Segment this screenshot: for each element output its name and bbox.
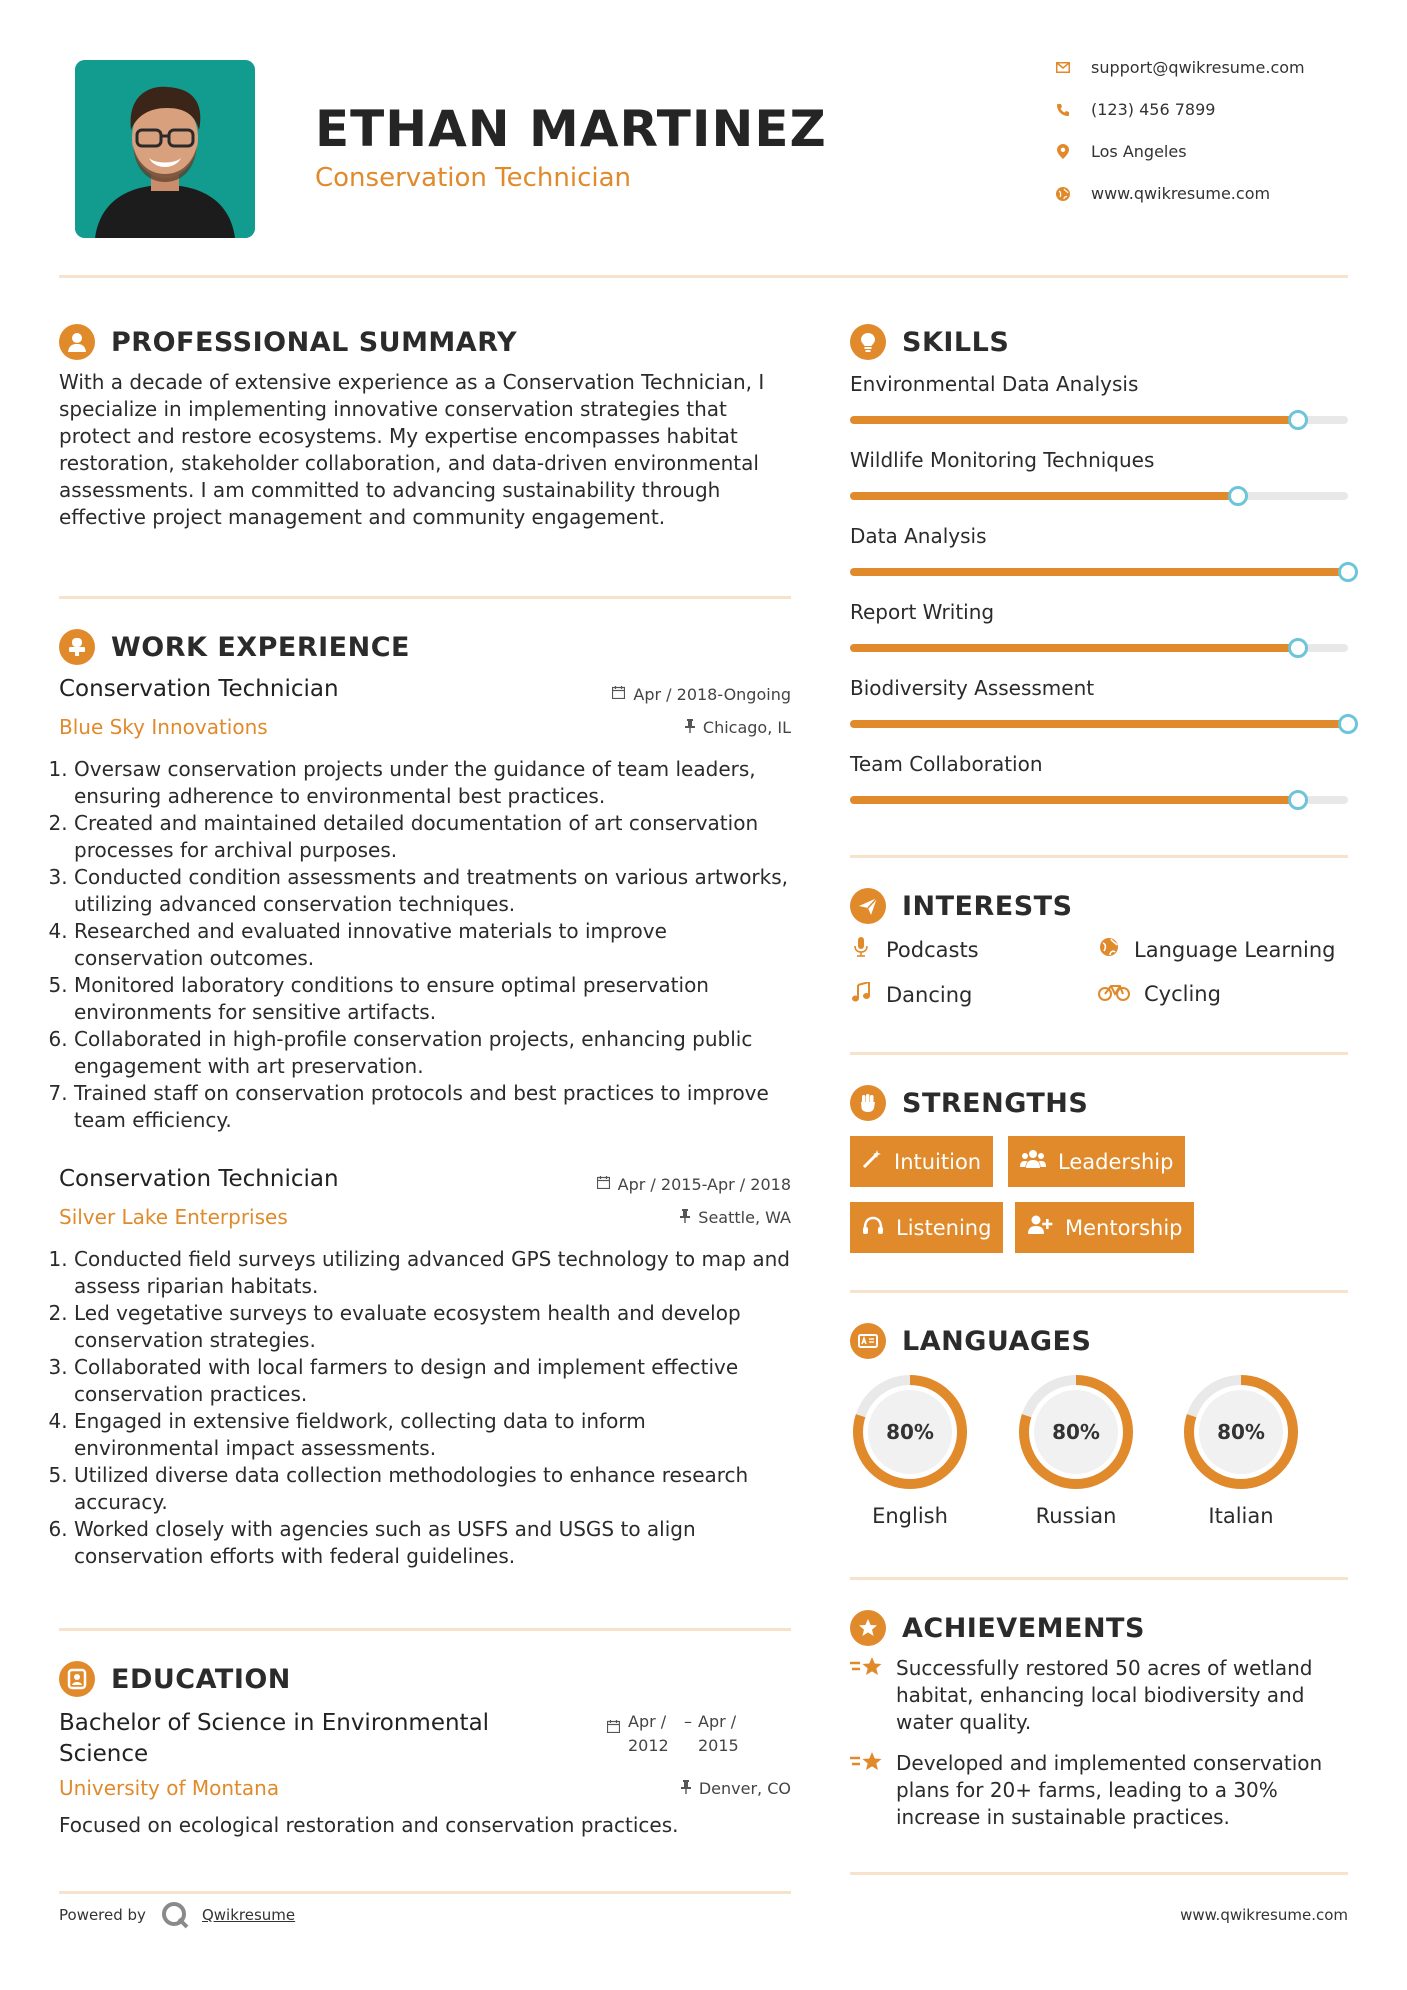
calendar-icon <box>612 686 625 703</box>
job-2-date: Apr / 2015-Apr / 2018 <box>500 1175 791 1194</box>
education-title: EDUCATION <box>111 1663 291 1695</box>
globe-icon <box>1055 186 1071 202</box>
contact-email[interactable] <box>1055 58 1395 77</box>
skill-label: Team Collaboration <box>850 752 1043 776</box>
strength-tag-listening: Listening <box>850 1202 1003 1253</box>
languages-heading <box>850 1323 1091 1359</box>
education-note: Focused on ecological restoration and conservation practices. <box>59 1813 679 1837</box>
pushpin-icon <box>681 1780 691 1798</box>
phone-text: (123) 456 7899 <box>1091 100 1216 119</box>
brand-link[interactable]: Qwikresume <box>201 1906 296 1924</box>
headphones-icon <box>862 1215 884 1240</box>
interest-language-learning: Language Learning <box>1098 937 1335 962</box>
contact-phone[interactable] <box>1055 100 1395 119</box>
user-plus-icon <box>1027 1215 1053 1240</box>
list-item: 6. Worked closely with agencies such as USFS and USGS to align conservation efforts with federal guidelines. <box>74 1516 791 1570</box>
skill-bar <box>850 416 1348 424</box>
fist-icon <box>850 1085 886 1121</box>
job-2-bullets <box>56 1246 791 1570</box>
skill-level-knob <box>1228 486 1248 506</box>
skill-bar-fill <box>850 796 1298 804</box>
qwikresume-logo-icon <box>160 1900 190 1930</box>
list-item: 2. Created and maintained detailed documentation of art conservation processes for archival purposes. <box>74 810 791 864</box>
strengths-heading <box>850 1085 1088 1121</box>
list-item: 2. Led vegetative surveys to evaluate ecosystem health and develop conservation strategies. <box>74 1300 791 1354</box>
skills-divider <box>850 855 1348 858</box>
pushpin-icon <box>685 719 695 737</box>
education-degree: Bachelor of Science in Environmental Science <box>59 1710 490 1767</box>
calendar-icon <box>597 1176 610 1193</box>
user-icon <box>59 324 95 360</box>
microphone-icon <box>850 937 872 962</box>
skill-label: Wildlife Monitoring Techniques <box>850 448 1155 472</box>
strengths-title: STRENGTHS <box>902 1087 1089 1119</box>
achievement-item-2: Developed and implemented conservation plans for 20+ farms, leading to a 30% increase in sustainable practices. <box>850 1750 1348 1831</box>
job-1-title: Conservation Technician <box>59 676 339 702</box>
magic-wand-icon <box>862 1149 882 1174</box>
interests-heading <box>850 888 1073 924</box>
language-percent: 80% <box>886 1420 934 1444</box>
globe-icon <box>1098 937 1120 962</box>
list-item: 5. Monitored laboratory conditions to ensure optimal preservation environments for sensitive artifacts. <box>74 972 791 1026</box>
email-text: support@qwikresume.com <box>1091 58 1305 77</box>
skill-label: Biodiversity Assessment <box>850 676 1095 700</box>
language-label: Italian <box>1208 1504 1274 1528</box>
users-icon <box>1020 1149 1046 1174</box>
list-item: 7. Trained staff on conservation protocols and best practices to improve team efficiency. <box>74 1080 791 1134</box>
lightbulb-icon <box>850 324 886 360</box>
language-label: Russian <box>1035 1504 1117 1528</box>
contact-website[interactable] <box>1055 184 1395 203</box>
briefcase-icon <box>59 629 95 665</box>
footer-powered <box>59 1900 295 1930</box>
map-pin-icon <box>1055 144 1071 160</box>
location-text: Los Angeles <box>1091 142 1187 161</box>
job-1-company: Blue Sky Innovations <box>59 715 268 739</box>
list-item: 3. Conducted condition assessments and treatments on various artworks, utilizing advanced conservation techniques. <box>74 864 791 918</box>
pushpin-icon <box>680 1209 690 1227</box>
job-1-location: Chicago, IL <box>500 718 791 737</box>
education-heading <box>59 1661 291 1697</box>
list-item: 5. Utilized diverse data collection methodologies to enhance research accuracy. <box>74 1462 791 1516</box>
language-percent: 80% <box>1217 1420 1265 1444</box>
skill-bar <box>850 644 1348 652</box>
achievements-divider <box>850 1872 1348 1875</box>
summary-title: PROFESSIONAL SUMMARY <box>111 326 518 358</box>
header-divider <box>59 275 1348 278</box>
language-card-icon <box>850 1323 886 1359</box>
list-item: 4. Researched and evaluated innovative materials to improve conservation outcomes. <box>74 918 791 972</box>
interest-cycling: Cycling <box>1098 982 1221 1006</box>
skill-bar <box>850 492 1348 500</box>
skill-bar-fill <box>850 720 1348 728</box>
summary-divider <box>59 596 791 599</box>
language-ring <box>1016 1372 1136 1492</box>
interest-podcasts: Podcasts <box>850 937 979 962</box>
skill-label: Environmental Data Analysis <box>850 372 1139 396</box>
language-label: English <box>872 1504 948 1528</box>
skill-bar-fill <box>850 492 1238 500</box>
skill-level-knob <box>1288 410 1308 430</box>
skill-level-knob <box>1338 714 1358 734</box>
strengths-divider <box>850 1290 1348 1293</box>
skills-heading <box>850 324 1009 360</box>
candidate-name: ETHAN MARTINEZ <box>315 100 827 158</box>
list-item: 1. Oversaw conservation projects under the guidance of team leaders, ensuring adherence to environmental best practices. <box>74 756 791 810</box>
job-2-location: Seattle, WA <box>500 1208 791 1227</box>
interests-divider <box>850 1052 1348 1055</box>
experience-title: WORK EXPERIENCE <box>111 631 410 663</box>
graduate-icon <box>59 1661 95 1697</box>
job-2-company: Silver Lake Enterprises <box>59 1205 288 1229</box>
bicycle-icon <box>1098 982 1130 1006</box>
profile-photo <box>75 60 255 238</box>
languages-divider <box>850 1577 1348 1580</box>
star-icon <box>850 1655 884 1736</box>
star-badge-icon <box>850 1610 886 1646</box>
skill-level-knob <box>1288 790 1308 810</box>
calendar-icon <box>607 1718 620 1758</box>
achievements-heading <box>850 1610 1145 1646</box>
strength-tag-intuition: Intuition <box>850 1136 993 1187</box>
education-location: Denver, CO <box>500 1779 791 1798</box>
education-school: University of Montana <box>59 1776 280 1800</box>
skill-level-knob <box>1288 638 1308 658</box>
envelope-icon <box>1055 60 1071 76</box>
star-icon <box>850 1750 884 1831</box>
language-ring <box>1181 1372 1301 1492</box>
skill-label: Data Analysis <box>850 524 987 548</box>
education-divider <box>59 1891 791 1894</box>
experience-heading <box>59 629 410 665</box>
list-item: 4. Engaged in extensive fieldwork, collecting data to inform environmental impact assessments. <box>74 1408 791 1462</box>
skills-title: SKILLS <box>902 326 1010 358</box>
interest-dancing: Dancing <box>850 982 972 1007</box>
phone-icon <box>1055 102 1071 118</box>
experience-divider <box>59 1628 791 1631</box>
skill-bar-fill <box>850 568 1348 576</box>
summary-heading <box>59 324 517 360</box>
music-icon <box>850 982 872 1007</box>
strength-tag-mentorship: Mentorship <box>1015 1202 1194 1253</box>
skill-bar <box>850 720 1348 728</box>
skill-bar-fill <box>850 416 1298 424</box>
skill-level-knob <box>1338 562 1358 582</box>
website-text: www.qwikresume.com <box>1091 184 1271 203</box>
footer-website[interactable]: www.qwikresume.com <box>1180 1906 1348 1924</box>
list-item: 6. Collaborated in high-profile conservation projects, enhancing public engagement with art preservation. <box>74 1026 791 1080</box>
paper-plane-icon <box>850 888 886 924</box>
interests-title: INTERESTS <box>902 890 1073 922</box>
languages-title: LANGUAGES <box>902 1325 1092 1357</box>
list-item: 1. Conducted field surveys utilizing advanced GPS technology to map and assess riparian habitats. <box>74 1246 791 1300</box>
skill-bar-fill <box>850 644 1298 652</box>
contact-location <box>1055 142 1395 161</box>
education-date: Apr / 2012 – Apr / 2015 <box>607 1710 797 1758</box>
strength-tag-leadership: Leadership <box>1008 1136 1185 1187</box>
candidate-title: Conservation Technician <box>315 163 632 193</box>
education-date-end: Apr / 2015 <box>698 1712 739 1755</box>
achievements-title: ACHIEVEMENTS <box>902 1612 1145 1644</box>
language-percent: 80% <box>1052 1420 1100 1444</box>
skill-bar <box>850 796 1348 804</box>
skill-bar <box>850 568 1348 576</box>
achievement-item-1: Successfully restored 50 acres of wetland habitat, enhancing local biodiversity and water quality. <box>850 1655 1348 1736</box>
language-ring <box>850 1372 970 1492</box>
education-date-start: Apr / 2012 <box>628 1712 669 1755</box>
job-1-bullets <box>56 756 791 1134</box>
powered-by-text: Powered by <box>59 1906 146 1924</box>
job-1-date: Apr / 2018-Ongoing <box>500 685 791 704</box>
list-item: 3. Collaborated with local farmers to design and implement effective conservation practices. <box>74 1354 791 1408</box>
skill-label: Report Writing <box>850 600 995 624</box>
summary-text: With a decade of extensive experience as a Conservation Technician, I specialize in implementing innovative conservation strategies that protect and restore ecosystems. My expertise encompasses habitat restoration, stakeholder collaboration, and data-driven environmental assessments. I am committed to advancing sustainability through effective project management and community engagement. <box>59 370 765 529</box>
job-2-title: Conservation Technician <box>59 1166 339 1192</box>
